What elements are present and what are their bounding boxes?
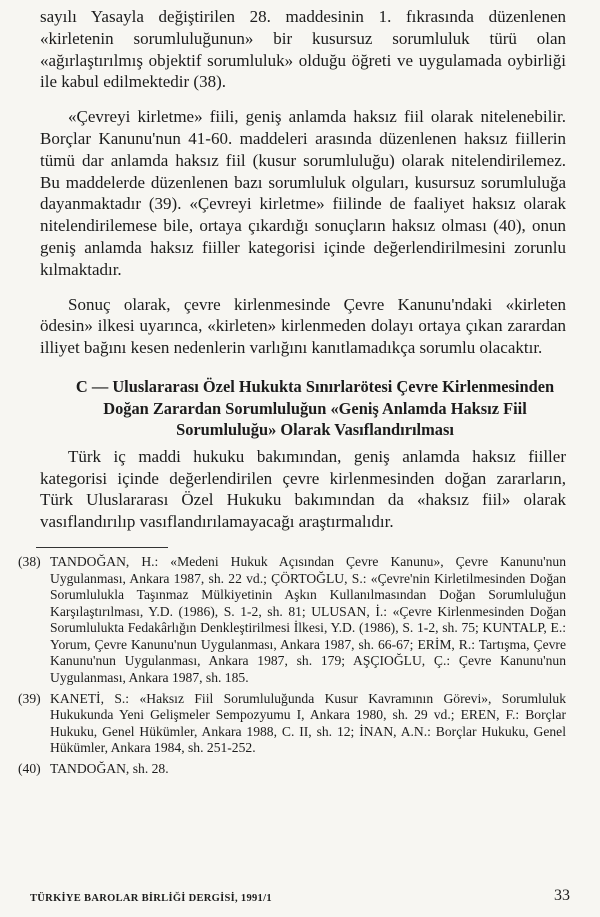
paragraph-pollution-tort: «Çevreyi kirletme» fiili, geniş anlamda haksız fiil olarak nitelenebilir. Borçlar Kanunu'nun 41-60. maddeleri arasında düzenlenen haksız fiillerin tümü dar anlamda haksız fiil (kusur sorumluluğu) olarak nitelendirilemez. Bu maddelerde düzenlenen bazı sorumluluk olguları, kusursuz sorumluluğa dayanmaktadır (39). «Çevreyi kirletme» fiilinde de faaliyet haksız olarak nitelendirilemese bile, ortaya çıkardığı sonuçların haksız olması (40), onun geniş anlamda haksız fiiller kategorisi içinde değerlendirilmesini zorunlu kılmaktadır.	[40, 107, 566, 279]
footnote-number: (40)	[18, 761, 41, 777]
footnote-text: TANDOĞAN, H.: «Medeni Hukuk Açısından Çevre Kanunu», Çevre Kanunu'nun Uygulanması, Ankara 1987, sh. 22 vd.; ÇÖRTOĞLU, S.: «Çevre'nin Kirletilmesinden Doğan Sorumlulukla Taşınmaz Mülkiyetinin Aşkın Kullanılmasından Doğan Sorumluluğun Karşılaştırılması, Y.D. (1986), S. 1-2, sh. 81; ULUSAN, İ.: «Çevre Kirlenmesinden Doğan Sorumlulukta Fedakârlığın Denkleştirilmesi İlkesi, Y.D. (1986), S. 1-2, sh. 75; KUNTALP, E.: Yorum, Çevre Kanunu'nun Uygulanması, Ankara 1987, sh. 66-67; ERİM, R.: Tartışma, Çevre Kanunu'nun Uygulanması, Ankara 1987, sh. 179; AŞÇIOĞLU, Ç.: Çevre Kanunu'nun Uygulanması, Ankara 1987, sh. 185.	[50, 553, 566, 686]
page-number: 33	[554, 887, 570, 904]
section-heading: C — Uluslararası Özel Hukukta Sınırlarötesi Çevre Kirlenmesinden Doğan Zarardan Sorumluluğun «Geniş Anlamda Haksız Fiil Sorumluluğu» Olarak Vasıflandırılması	[75, 376, 555, 440]
page-footer	[30, 887, 570, 911]
footnote-40	[18, 761, 566, 778]
page-content	[18, 6, 566, 782]
footnote-38	[18, 554, 566, 687]
footnote-text: TANDOĞAN, sh. 28.	[50, 761, 169, 777]
paragraph-section-intro: Türk iç maddi hukuku bakımından, geniş anlamda haksız fiiller kategorisi içinde değerlendirilen çevre kirlenmesinden doğan zararların, Türk Uluslararası Özel Hukuku bakımından da «haksız fiil» olarak vasıflandırılıp vasıflandırılamayacağı araştırmalıdır.	[40, 446, 566, 532]
footnote-divider	[36, 547, 168, 548]
footnote-text: KANETİ, S.: «Haksız Fiil Sorumluluğunda Kusur Kavramının Görevi», Sorumluluk Hukukunda Yeni Gelişmeler Sempozyumu I, Ankara 1980, sh. 29 vd.; EREN, F.: Borçlar Hukuku, Genel Hükümler, Ankara 1988, C. II, sh. 12; İNAN, A.N.: Borçlar Hukuku, Genel Hükümler, Ankara 1984, sh. 251-252.	[50, 690, 566, 756]
paragraph-conclusion: Sonuç olarak, çevre kirlenmesinde Çevre Kanunu'ndaki «kirleten ödesin» ilkesi uyarınca, «kirleten» kirlenmeden dolayı ortaya çıkan zarardan illiyet bağını kesen nedenlerin varlığını kanıtlamadıkça sorumlu olacaktır.	[40, 294, 566, 358]
paragraph-continuation: sayılı Yasayla değiştirilen 28. maddesinin 1. fıkrasında düzenlenen «kirletenin sorumluluğunun» bir kusursuz sorumluluk türü olan «ağırlaştırılmış objektif sorumluluk» olduğu öğreti ve uygulamada oybirliği ile kabul edilmektedir (38).	[40, 7, 566, 92]
journal-title: TÜRKİYE BAROLAR BİRLİĞİ DERGİSİ, 1991/1	[30, 893, 272, 904]
footnote-number: (38)	[18, 553, 41, 569]
footnote-39	[18, 691, 566, 757]
footnote-number: (39)	[18, 690, 41, 706]
